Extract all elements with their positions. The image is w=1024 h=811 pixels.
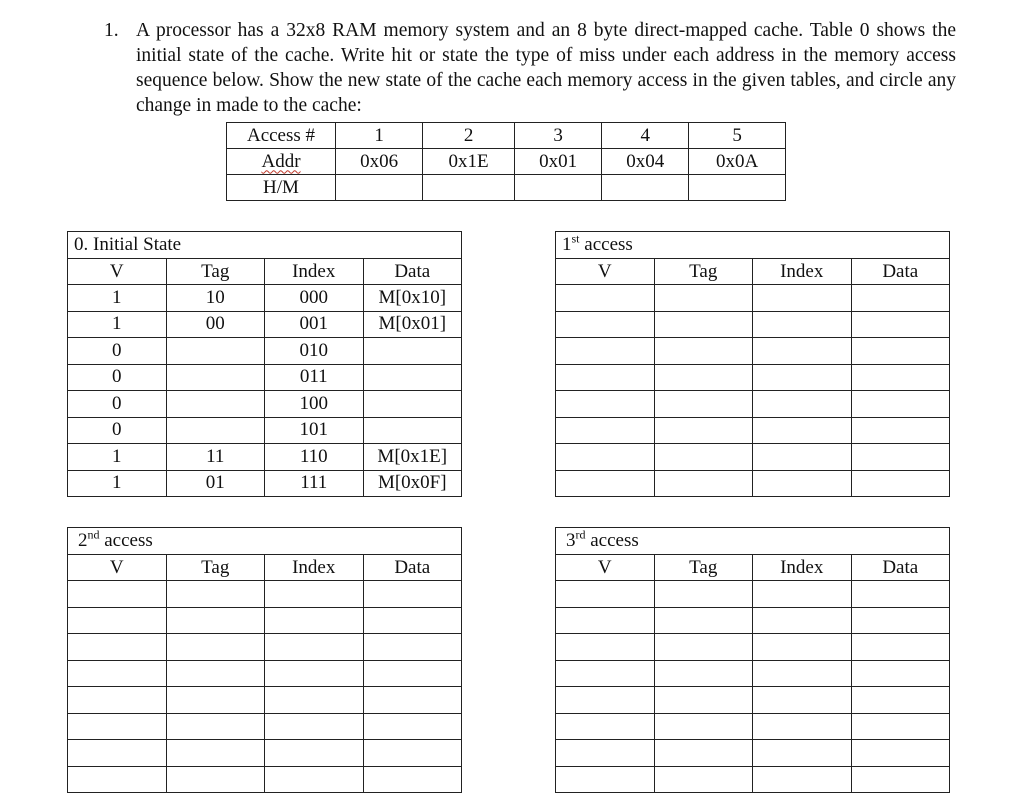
table-row [556,364,950,391]
valid-cell: 0 [68,338,167,365]
third-access-table [555,527,950,793]
col-header-data: Data [363,555,462,581]
second-access-table [67,527,462,793]
table-row [68,417,462,444]
address-cell: 0x06 [336,149,423,175]
index-cell: 000 [265,285,364,312]
data-cell [363,417,462,444]
answer-cell[interactable] [265,766,364,793]
answer-cell[interactable] [363,687,462,714]
answer-cell[interactable] [68,660,167,687]
answer-cell[interactable] [166,713,265,740]
table-row [556,581,950,608]
table-row [68,364,462,391]
hit-miss-answer-cell[interactable] [602,175,689,201]
answer-cell[interactable] [851,766,950,793]
col-header-index: Index [265,555,364,581]
answer-cell[interactable] [556,470,655,497]
address-row [227,149,786,175]
table-row [68,607,462,634]
answer-cell[interactable] [166,740,265,767]
index-cell: 110 [265,444,364,471]
answer-cell[interactable] [68,766,167,793]
valid-cell: 0 [68,364,167,391]
answer-cell[interactable] [654,634,753,661]
answer-cell[interactable] [851,740,950,767]
address-cell: 0x1E [423,149,515,175]
answer-cell[interactable] [654,687,753,714]
address-label: Addr [261,150,301,172]
index-cell: 001 [265,311,364,338]
answer-cell[interactable] [556,607,655,634]
table-row [556,634,950,661]
answer-cell[interactable] [851,607,950,634]
column-header-row [68,555,462,581]
valid-cell: 0 [68,417,167,444]
answer-cell[interactable] [556,660,655,687]
access-number-cell: 4 [602,123,689,149]
index-cell: 011 [265,364,364,391]
hit-miss-answer-cell[interactable] [423,175,515,201]
answer-cell[interactable] [265,634,364,661]
answer-cell[interactable] [851,311,950,338]
answer-cell[interactable] [753,311,852,338]
answer-cell[interactable] [654,311,753,338]
answer-cell[interactable] [851,338,950,365]
table-row [556,417,950,444]
answer-cell[interactable] [265,607,364,634]
table-row [556,713,950,740]
first-access-table [555,231,950,497]
answer-cell[interactable] [363,660,462,687]
answer-cell[interactable] [556,311,655,338]
answer-cell[interactable] [851,285,950,312]
answer-cell[interactable] [265,687,364,714]
table-row [556,285,950,312]
answer-cell[interactable] [753,285,852,312]
answer-cell[interactable] [556,766,655,793]
answer-cell[interactable] [654,444,753,471]
data-cell: M[0x1E] [363,444,462,471]
answer-cell[interactable] [68,634,167,661]
first-access-title [556,232,950,259]
answer-cell[interactable] [654,581,753,608]
column-header-row [556,259,950,285]
tag-cell: 01 [166,470,265,497]
col-header-tag: Tag [654,555,753,581]
access-sequence-table [226,122,786,201]
answer-cell[interactable] [556,338,655,365]
valid-cell: 0 [68,391,167,418]
index-cell: 101 [265,417,364,444]
answer-cell[interactable] [851,581,950,608]
col-header-v: V [68,259,167,285]
answer-cell[interactable] [363,766,462,793]
table-row [68,634,462,661]
answer-cell[interactable] [556,687,655,714]
access-number-cell: 3 [515,123,602,149]
table-row [556,766,950,793]
title-ordinal-suffix: rd [575,527,586,542]
table-row [556,338,950,365]
initial-state-table [67,231,462,497]
answer-cell[interactable] [265,713,364,740]
table-row [68,660,462,687]
col-header-index: Index [753,555,852,581]
table-row [68,687,462,714]
col-header-index: Index [265,259,364,285]
access-number-cell: 1 [336,123,423,149]
title-ordinal: 3 [566,530,576,551]
answer-cell[interactable] [753,687,852,714]
access-number-cell: 5 [689,123,786,149]
answer-cell[interactable] [556,740,655,767]
tag-cell [166,391,265,418]
answer-cell[interactable] [556,364,655,391]
hit-miss-label: H/M [227,175,336,201]
col-header-data: Data [851,555,950,581]
table-row [68,391,462,418]
answer-cell[interactable] [166,581,265,608]
answer-cell[interactable] [753,470,852,497]
col-header-v: V [556,259,655,285]
answer-cell[interactable] [753,364,852,391]
answer-cell[interactable] [753,338,852,365]
title-ordinal: 1 [562,234,572,255]
title-label: access [584,234,633,255]
second-access-title [68,528,462,555]
answer-cell[interactable] [166,660,265,687]
address-cell: 0x04 [602,149,689,175]
table-row [68,581,462,608]
address-label-cell [227,149,336,175]
answer-cell[interactable] [851,417,950,444]
answer-cell[interactable] [654,713,753,740]
title-label: access [590,530,639,551]
index-cell: 100 [265,391,364,418]
table-row [68,285,462,312]
answer-cell[interactable] [556,391,655,418]
data-cell: M[0x10] [363,285,462,312]
data-cell: M[0x0F] [363,470,462,497]
tag-cell: 10 [166,285,265,312]
answer-cell[interactable] [654,470,753,497]
answer-cell[interactable] [265,740,364,767]
answer-cell[interactable] [654,338,753,365]
col-header-v: V [556,555,655,581]
col-header-data: Data [363,259,462,285]
answer-cell[interactable] [556,634,655,661]
answer-cell[interactable] [363,740,462,767]
hit-miss-answer-cell[interactable] [689,175,786,201]
answer-cell[interactable] [363,634,462,661]
initial-state-title: 0. Initial State [68,232,462,259]
answer-cell[interactable] [753,581,852,608]
answer-cell[interactable] [68,713,167,740]
tag-cell [166,338,265,365]
answer-cell[interactable] [753,391,852,418]
answer-cell[interactable] [753,634,852,661]
answer-cell[interactable] [68,740,167,767]
answer-cell[interactable] [166,687,265,714]
table-row [68,740,462,767]
answer-cell[interactable] [363,607,462,634]
tag-cell: 00 [166,311,265,338]
tag-cell: 11 [166,444,265,471]
table-row [556,687,950,714]
answer-cell[interactable] [753,444,852,471]
table-row [556,444,950,471]
table-row [556,607,950,634]
table-row [68,311,462,338]
col-header-v: V [68,555,167,581]
answer-cell[interactable] [654,607,753,634]
answer-cell[interactable] [654,391,753,418]
title-ordinal-suffix: nd [87,527,100,542]
answer-cell[interactable] [68,687,167,714]
valid-cell: 1 [68,470,167,497]
answer-cell[interactable] [753,766,852,793]
col-header-data: Data [851,259,950,285]
table-row [68,338,462,365]
hit-miss-row [227,175,786,201]
access-number-label: Access # [227,123,336,149]
col-header-tag: Tag [166,555,265,581]
column-header-row [556,555,950,581]
data-cell [363,338,462,365]
answer-cell[interactable] [68,581,167,608]
answer-cell[interactable] [654,766,753,793]
title-ordinal: 2 [78,530,88,551]
valid-cell: 1 [68,444,167,471]
answer-cell[interactable] [654,364,753,391]
third-access-title [556,528,950,555]
access-number-cell: 2 [423,123,515,149]
table-row [556,311,950,338]
data-cell: M[0x01] [363,311,462,338]
table-row [556,391,950,418]
column-header-row [68,259,462,285]
data-cell [363,364,462,391]
answer-cell[interactable] [851,364,950,391]
answer-cell[interactable] [654,417,753,444]
answer-cell[interactable] [753,417,852,444]
col-header-index: Index [753,259,852,285]
col-header-tag: Tag [166,259,265,285]
valid-cell: 1 [68,285,167,312]
index-cell: 111 [265,470,364,497]
hit-miss-answer-cell[interactable] [336,175,423,201]
answer-cell[interactable] [556,444,655,471]
tag-cell [166,364,265,391]
question-number: 1. [104,20,119,41]
answer-cell[interactable] [166,766,265,793]
answer-cell[interactable] [851,391,950,418]
tag-cell [166,417,265,444]
answer-cell[interactable] [753,660,852,687]
table-row [68,470,462,497]
answer-cell[interactable] [753,713,852,740]
table-row [68,766,462,793]
address-cell: 0x01 [515,149,602,175]
answer-cell[interactable] [166,607,265,634]
hit-miss-answer-cell[interactable] [515,175,602,201]
answer-cell[interactable] [753,740,852,767]
answer-cell[interactable] [363,713,462,740]
answer-cell[interactable] [265,581,364,608]
answer-cell[interactable] [851,687,950,714]
answer-cell[interactable] [753,607,852,634]
question-text: A processor has a 32x8 RAM memory system and an 8 byte direct-mapped cache. Table 0 shows the initial state of the cache. Write hit or state the type of miss under each address in the memory access sequence below. Show the new state of the cache each memory access in the given tables, and circle any change in made to the cache: [136,20,956,116]
access-number-row [227,123,786,149]
valid-cell: 1 [68,311,167,338]
address-cell: 0x0A [689,149,786,175]
answer-cell[interactable] [654,660,753,687]
answer-cell[interactable] [556,417,655,444]
data-cell [363,391,462,418]
answer-cell[interactable] [851,444,950,471]
table-row [556,740,950,767]
answer-cell[interactable] [68,607,167,634]
answer-cell[interactable] [851,660,950,687]
answer-cell[interactable] [556,713,655,740]
title-label: access [104,530,153,551]
table-row [556,470,950,497]
table-row [68,444,462,471]
answer-cell[interactable] [556,581,655,608]
answer-cell[interactable] [556,285,655,312]
col-header-tag: Tag [654,259,753,285]
answer-cell[interactable] [654,285,753,312]
index-cell: 010 [265,338,364,365]
answer-cell[interactable] [654,740,753,767]
title-ordinal-suffix: st [571,231,580,246]
answer-cell[interactable] [363,581,462,608]
answer-cell[interactable] [166,634,265,661]
answer-cell[interactable] [851,634,950,661]
answer-cell[interactable] [851,713,950,740]
answer-cell[interactable] [265,660,364,687]
table-row [556,660,950,687]
table-row [68,713,462,740]
answer-cell[interactable] [851,470,950,497]
